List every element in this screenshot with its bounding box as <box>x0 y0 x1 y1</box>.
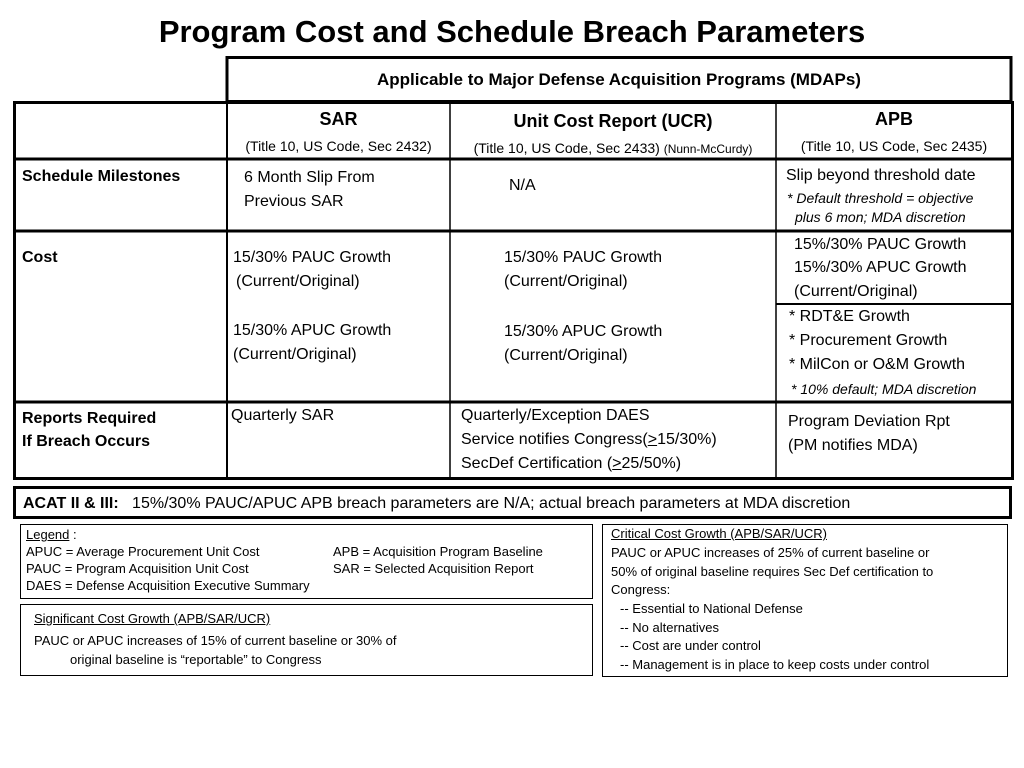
critical-bullet4: -- Management is in place to keep costs under control <box>620 657 930 672</box>
cost-apb-bottom1: * RDT&E Growth <box>789 308 910 325</box>
column-header-apb: APB <box>874 109 913 129</box>
cost-ucr-line1: 15/30% PAUC Growth <box>504 249 662 266</box>
cost-ucr-line4: (Current/Original) <box>504 347 628 364</box>
legend-right1: APB = Acquisition Program Baseline <box>333 544 543 559</box>
cost-apb-note: * 10% default; MDA discretion <box>791 381 977 397</box>
applicable-header: Applicable to Major Defense Acquisition Programs (MDAPs) <box>377 70 861 89</box>
legend-right2: SAR = Selected Acquisition Report <box>333 561 534 576</box>
reports-apb-line1: Program Deviation Rpt <box>788 413 950 430</box>
reports-sar: Quarterly SAR <box>231 407 335 424</box>
row-label-schedule: Schedule Milestones <box>22 168 181 185</box>
reports-apb-line2: (PM notifies MDA) <box>788 437 918 454</box>
row-label-cost: Cost <box>22 249 58 266</box>
critical-line1: PAUC or APUC increases of 25% of current baseline or <box>611 545 930 560</box>
critical-line3: Congress: <box>611 582 671 597</box>
cost-apb-top1: 15%/30% PAUC Growth <box>794 236 967 253</box>
schedule-ucr: N/A <box>509 177 536 194</box>
cost-sar-line3: 15/30% APUC Growth <box>233 322 392 339</box>
reports-ucr-line2: Service notifies Congress(>15/30%) <box>461 431 717 448</box>
legend-line2: PAUC = Program Acquisition Unit Cost <box>26 561 249 576</box>
cost-ucr-line3: 15/30% APUC Growth <box>504 323 663 340</box>
cost-apb-bottom2: * Procurement Growth <box>789 332 948 349</box>
acat-note: ACAT II & III: 15%/30% PAUC/APUC APB breach parameters are N/A; actual breach parameters at MDA discretion <box>23 495 851 512</box>
critical-bullet3: -- Cost are under control <box>620 638 761 653</box>
significant-line1: PAUC or APUC increases of 15% of current baseline or 30% of <box>34 633 397 648</box>
column-header-sar: SAR <box>319 109 358 129</box>
column-header-ucr: Unit Cost Report (UCR) <box>513 111 713 131</box>
critical-line2: 50% of original baseline requires Sec Def certification to <box>611 564 934 579</box>
schedule-apb: Slip beyond threshold date <box>786 167 976 184</box>
significant-title: Significant Cost Growth (APB/SAR/UCR) <box>34 611 271 626</box>
schedule-sar-line2: Previous SAR <box>244 193 344 210</box>
critical-title: Critical Cost Growth (APB/SAR/UCR) <box>611 526 827 541</box>
critical-bullet1: -- Essential to National Defense <box>620 601 803 616</box>
cost-ucr-line2: (Current/Original) <box>504 273 628 290</box>
row-label-reports-2: If Breach Occurs <box>22 433 151 450</box>
cost-apb-top3: (Current/Original) <box>794 283 918 300</box>
reports-ucr-line1: Quarterly/Exception DAES <box>461 407 650 424</box>
cost-sar-line4: (Current/Original) <box>233 346 357 363</box>
legend-title: Legend : <box>26 527 77 542</box>
legend-line3: DAES = Defense Acquisition Executive Summary <box>26 578 310 593</box>
column-sub-ucr: (Title 10, US Code, Sec 2433) (Nunn-McCurdy) <box>473 140 753 156</box>
cost-apb-bottom3: * MilCon or O&M Growth <box>789 356 966 373</box>
schedule-apb-note1: * Default threshold = objective <box>787 190 974 206</box>
cost-sar-line1: 15/30% PAUC Growth <box>233 249 391 266</box>
schedule-apb-note2: plus 6 mon; MDA discretion <box>795 209 966 225</box>
row-label-reports-1: Reports Required <box>22 410 157 427</box>
critical-bullet2: -- No alternatives <box>620 620 719 635</box>
reports-ucr-line3: SecDef Certification (>25/50%) <box>461 455 682 472</box>
cost-sar-line2: (Current/Original) <box>236 273 360 290</box>
cost-apb-top2: 15%/30% APUC Growth <box>794 259 967 276</box>
page-title: Program Cost and Schedule Breach Parameters <box>158 14 866 49</box>
column-sub-sar: (Title 10, US Code, Sec 2432) <box>245 138 432 154</box>
significant-line2: original baseline is “reportable” to Congress <box>70 652 322 667</box>
legend-line1: APUC = Average Procurement Unit Cost <box>26 544 260 559</box>
schedule-sar-line1: 6 Month Slip From <box>244 169 375 186</box>
column-sub-apb: (Title 10, US Code, Sec 2435) <box>800 138 988 154</box>
